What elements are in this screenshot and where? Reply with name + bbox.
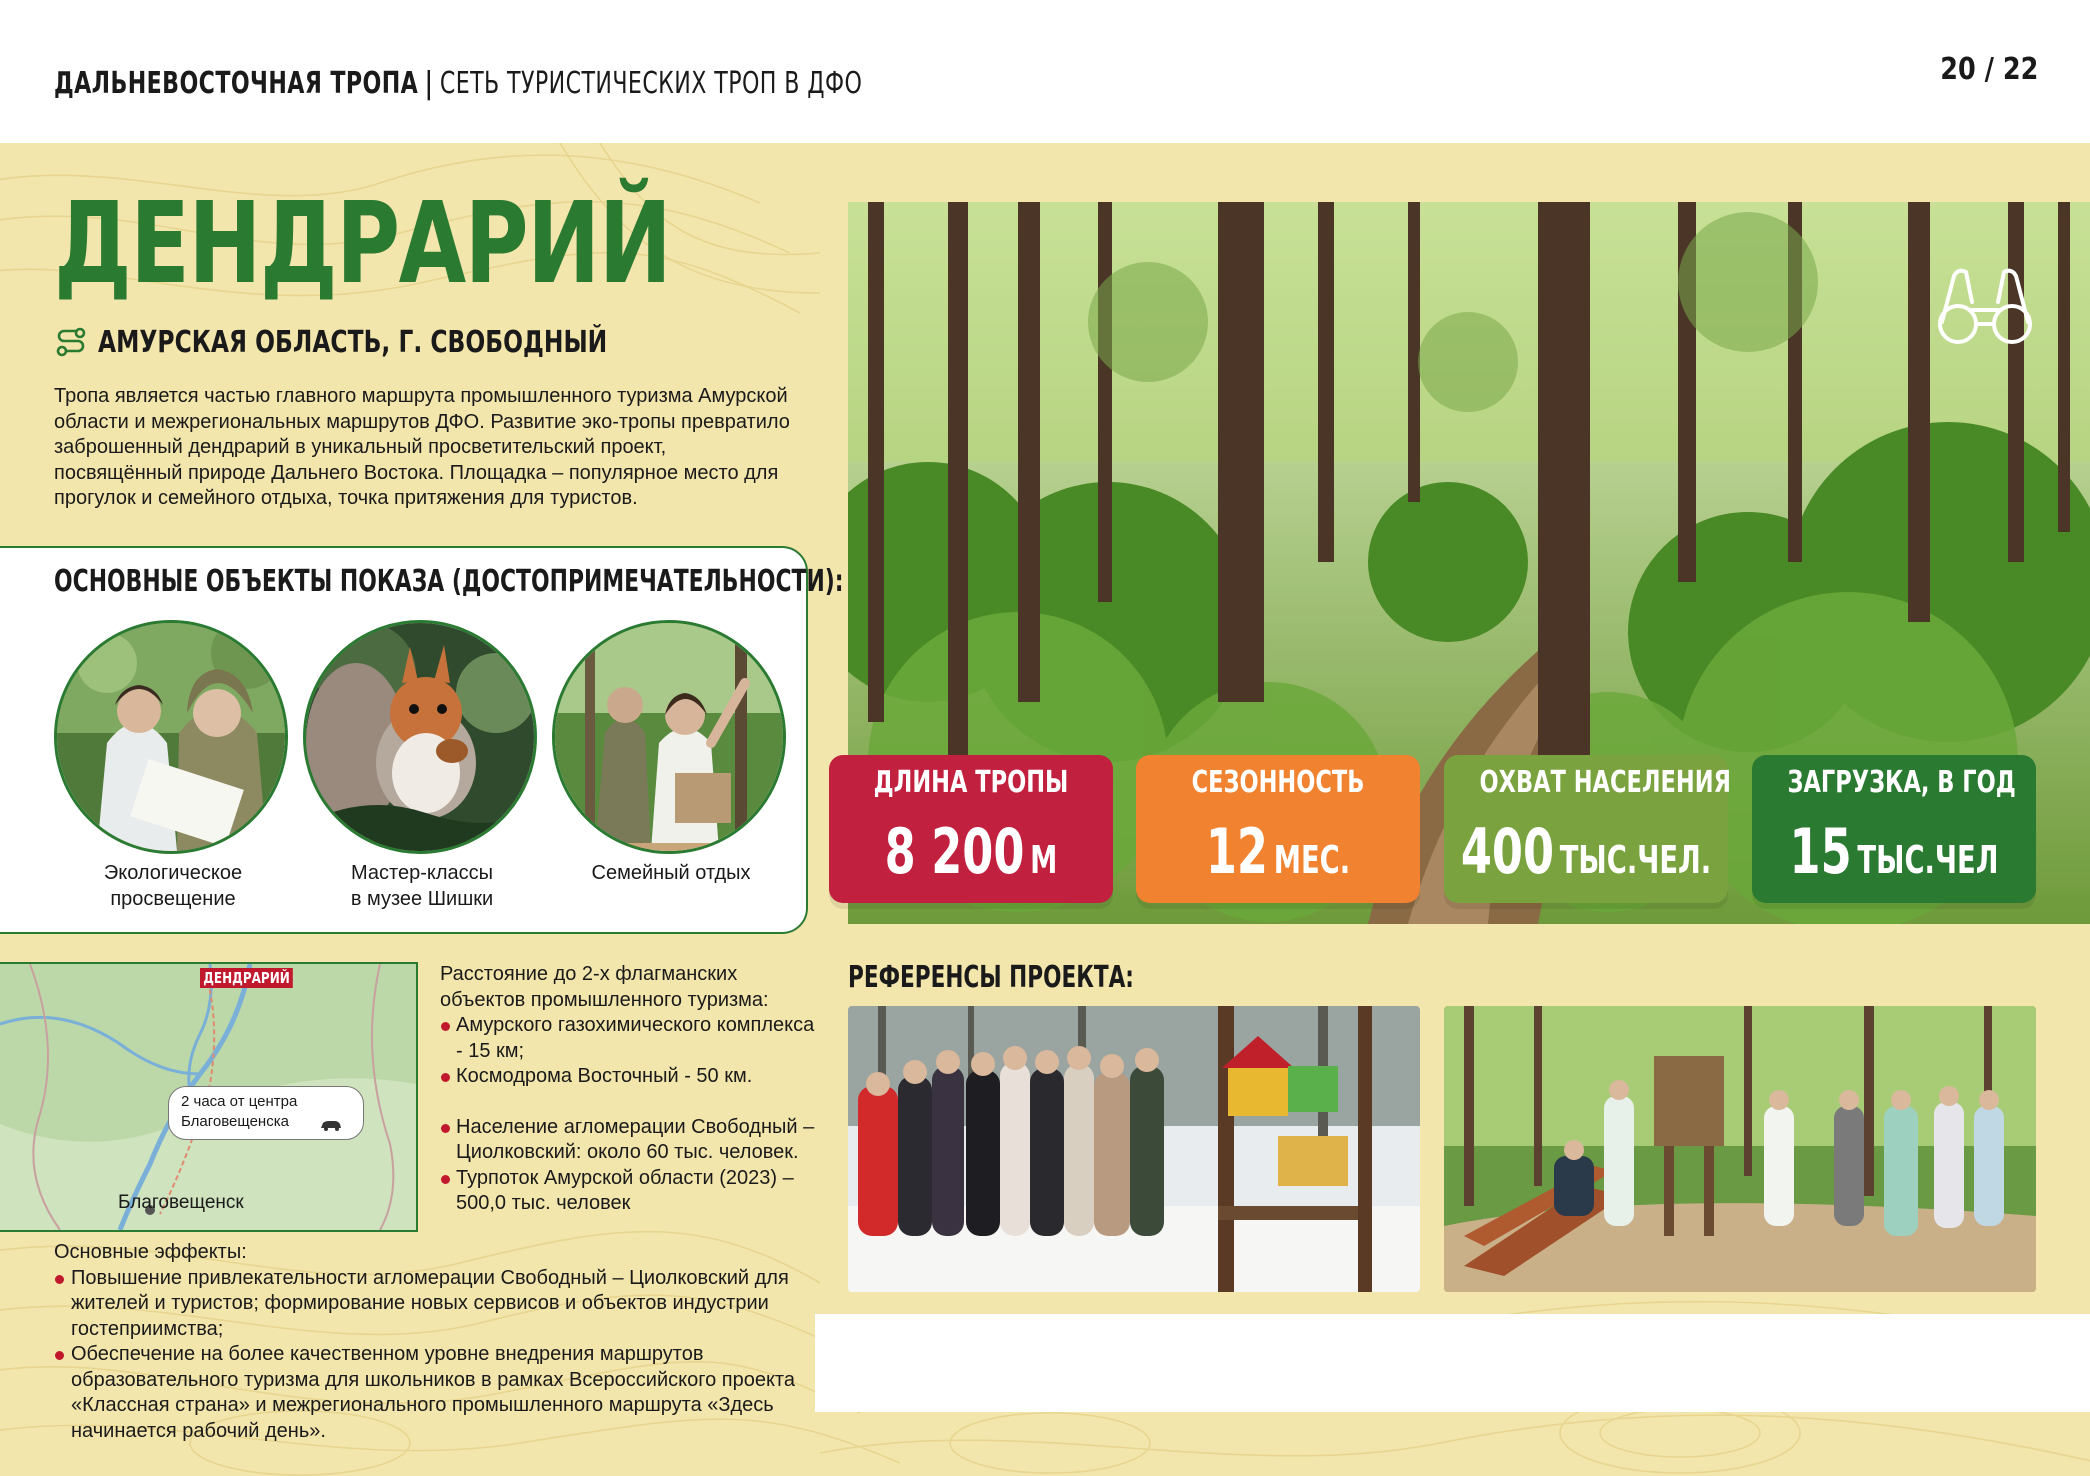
object-caption-ecology [43,860,303,912]
object-caption-masterclass [292,860,552,912]
distance-intro: Расстояние до 2-х флагманских объектов промышленного туризма: [440,963,769,1011]
stat-card-population [1444,755,1731,903]
page-number: 20 / 22 [1939,52,2038,87]
object-caption-line: в музее Шишки [350,888,494,910]
stat-label: ДЛИНА ТРОПЫ [873,765,1069,800]
intro-paragraph: Тропа является частью главного маршрута промышленного туризма Амурской области и межрегиональных маршрутов ДФО. Развитие эко-тропы превратило заброшенный дендрарий в уникальный просветительский проект, посвящённый природе Дальнего Востока. Площадка – популярное место для прогулок и семейного отдыха, точка притяжения для туристов. [54,385,790,509]
objects-title: ОСНОВНЫЕ ОБЪЕКТЫ ПОКАЗА (ДОСТОПРИМЕЧАТЕЛЬНОСТИ): [54,564,844,599]
effects-title: Основные эффекты: [54,1241,247,1263]
references-title: РЕФЕРЕНСЫ ПРОЕКТА: [848,960,1134,995]
stat-value: 8 200 [884,815,1025,888]
stat-value-row [1455,815,1717,888]
map-label-dendrarium: ДЕНДРАРИЙ [200,968,293,988]
header-title-bold: ДАЛЬНЕВОСТОЧНАЯ ТРОПА [54,66,419,101]
car-icon [319,1119,343,1131]
map-city-label: Благовещенск [118,1192,244,1213]
population-item: Население агломерации Свободный – Циолковский: около 60 тыс. человек. [440,1115,820,1166]
stat-value: 400 [1460,815,1555,888]
header-title [54,64,862,104]
object-caption-line: просвещение [110,888,236,910]
stat-card-length [829,755,1113,903]
stat-label: ОХВАТ НАСЕЛЕНИЯ [1479,765,1731,800]
map-bubble-line: Благовещенска [181,1113,289,1130]
effects-item: Повышение привлекательности агломерации Свободный – Циолковский для жителей и туристов; формирование новых сервисов и объектов индустрии гостеприимства; [54,1266,814,1343]
map-bubble-line: 2 часа от центра [181,1093,298,1110]
stat-unit: МЕС. [1273,838,1351,882]
stat-unit: ТЫС.ЧЕЛ. [1559,838,1712,882]
object-photo-ecology [54,620,288,854]
stat-label: СЕЗОННОСТЬ [1191,765,1365,800]
tourist-flow-item: Турпоток Амурской области (2023) – 500,0 тыс. человек [440,1166,820,1217]
object-photo-squirrel [303,620,537,854]
header-title-regular: СЕТЬ ТУРИСТИЧЕСКИХ ТРОП В ДФО [439,66,863,101]
stat-value-row [1147,815,1409,888]
object-caption-line: Семейный отдых [591,862,751,884]
location-row [54,322,751,362]
distance-item: Амурского газохимического комплекса - 15 км; [440,1013,820,1064]
distance-item: Космодрома Восточный - 50 км. [440,1064,820,1090]
object-caption-line: Экологическое [103,862,243,884]
reference-photo-summer [1444,1006,2036,1292]
stat-unit: ТЫС.ЧЕЛ [1857,838,1999,882]
object-photo-family [552,620,786,854]
page-title: ДЕНДРАРИЙ [54,179,671,309]
stat-value: 15 [1789,815,1852,888]
map-travel-bubble [168,1086,364,1140]
stat-card-season [1136,755,1420,903]
header-separator: | [424,66,434,101]
stat-value: 12 [1205,815,1268,888]
object-caption-family [541,860,801,886]
stat-unit: М [1030,838,1058,882]
reference-photo-winter [848,1006,1420,1292]
stat-value-row [840,815,1102,888]
binoculars-icon [1932,262,2038,346]
effects-section [54,1240,814,1444]
object-caption-line: Мастер-классы [351,862,493,884]
route-icon [54,325,88,359]
stat-value-row [1763,815,2025,888]
blank-panel [815,1314,2090,1412]
location-text: АМУРСКАЯ ОБЛАСТЬ, Г. СВОБОДНЫЙ [98,324,608,360]
stat-label: ЗАГРУЗКА, В ГОД [1787,765,2016,800]
effects-item: Обеспечение на более качественном уровне внедрения маршрутов образовательного туризма для школьников в рамках Всероссийского проекта «Классная страна» и межрегионального промышленного маршрута «Здесь начинается рабочий день». [54,1342,814,1444]
stat-card-load [1752,755,2036,903]
distance-info [440,962,820,1217]
page-header [0,0,2090,143]
